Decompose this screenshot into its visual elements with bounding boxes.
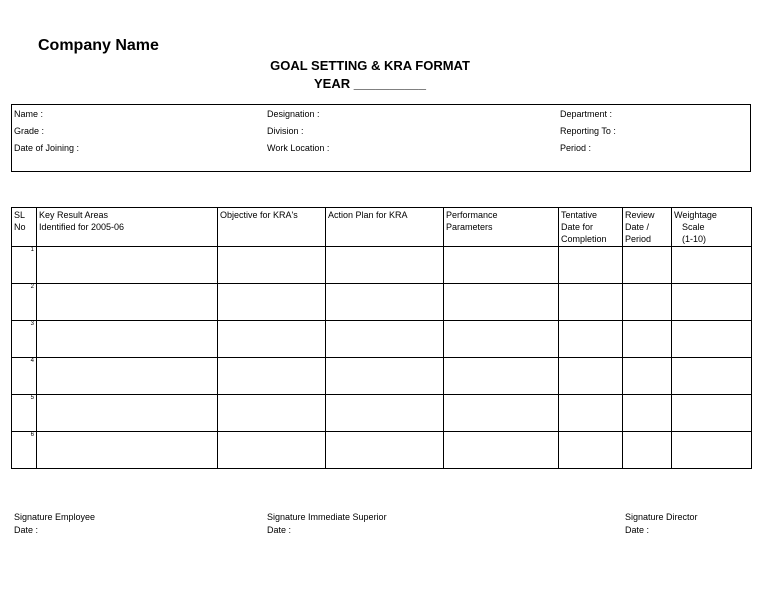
table-row <box>12 247 752 284</box>
kra-cell[interactable] <box>37 358 218 395</box>
action-plan-cell[interactable] <box>326 432 444 469</box>
weightage-cell[interactable] <box>672 247 752 284</box>
performance-cell[interactable] <box>444 358 559 395</box>
signature-immediate-superior: Signature Immediate Superior Date : <box>267 512 387 535</box>
action-plan-cell[interactable] <box>326 358 444 395</box>
review-date-cell[interactable] <box>623 432 672 469</box>
performance-cell[interactable] <box>444 247 559 284</box>
weightage-cell[interactable] <box>672 432 752 469</box>
row-number: 1 <box>12 247 37 284</box>
designation-label: Designation : <box>267 109 320 119</box>
table-row <box>12 284 752 321</box>
form-title: GOAL SETTING & KRA FORMAT <box>270 58 470 73</box>
division-label: Division : <box>267 126 304 136</box>
signature-employee: Signature Employee Date : <box>14 512 96 535</box>
weightage-cell[interactable] <box>672 395 752 432</box>
header-sl-no: SL No <box>12 208 37 247</box>
tentative-date-cell[interactable] <box>559 395 623 432</box>
tentative-date-cell[interactable] <box>559 358 623 395</box>
kra-cell[interactable] <box>37 284 218 321</box>
table-row <box>12 358 752 395</box>
action-plan-cell[interactable] <box>326 395 444 432</box>
header-weightage-scale: Weightage Scale (1-10) <box>672 208 752 247</box>
performance-cell[interactable] <box>444 321 559 358</box>
signature-director: Signature Director Date : <box>625 512 698 535</box>
table-row <box>12 321 752 358</box>
table-header-row <box>12 208 752 247</box>
performance-cell[interactable] <box>444 432 559 469</box>
signature-director-date: Date : <box>625 525 650 535</box>
weightage-cell[interactable] <box>672 284 752 321</box>
performance-cell[interactable] <box>444 284 559 321</box>
header-review-date: Review Date / Period <box>623 208 672 247</box>
objective-cell[interactable] <box>218 284 326 321</box>
tentative-date-cell[interactable] <box>559 321 623 358</box>
department-label: Department : <box>560 109 613 119</box>
form-year: YEAR __________ <box>313 76 427 91</box>
grade-label: Grade : <box>14 126 45 136</box>
work-location-label: Work Location : <box>267 143 330 153</box>
review-date-cell[interactable] <box>623 247 672 284</box>
review-date-cell[interactable] <box>623 284 672 321</box>
header-tentative-date: Tentative Date for Completion <box>559 208 623 247</box>
header-action-plan: Action Plan for KRA <box>326 208 444 247</box>
kra-cell[interactable] <box>37 395 218 432</box>
header-objective: Objective for KRA's <box>218 208 326 247</box>
tentative-date-cell[interactable] <box>559 432 623 469</box>
performance-cell[interactable] <box>444 395 559 432</box>
tentative-date-cell[interactable] <box>559 247 623 284</box>
review-date-cell[interactable] <box>623 395 672 432</box>
table-row <box>12 432 752 469</box>
signature-superior-date: Date : <box>267 525 292 535</box>
row-number: 2 <box>12 284 37 321</box>
action-plan-cell[interactable] <box>326 247 444 284</box>
header-performance-parameters: Performance Parameters <box>444 208 559 247</box>
weightage-cell[interactable] <box>672 321 752 358</box>
objective-cell[interactable] <box>218 321 326 358</box>
review-date-cell[interactable] <box>623 358 672 395</box>
row-number: 5 <box>12 395 37 432</box>
company-name: Company Name <box>38 37 159 54</box>
objective-cell[interactable] <box>218 395 326 432</box>
table-row <box>12 395 752 432</box>
period-label: Period : <box>560 143 592 153</box>
date-of-joining-label: Date of Joining : <box>14 143 80 153</box>
row-number: 6 <box>12 432 37 469</box>
objective-cell[interactable] <box>218 247 326 284</box>
name-label: Name : <box>14 109 44 119</box>
reporting-to-label: Reporting To : <box>560 126 616 136</box>
weightage-cell[interactable] <box>672 358 752 395</box>
action-plan-cell[interactable] <box>326 321 444 358</box>
kra-cell[interactable] <box>37 247 218 284</box>
row-number: 3 <box>12 321 37 358</box>
employee-info-box <box>11 104 751 172</box>
signature-employee-date: Date : <box>14 525 39 535</box>
tentative-date-cell[interactable] <box>559 284 623 321</box>
header-key-result-areas: Key Result Areas Identified for 2005-06 <box>37 208 218 247</box>
action-plan-cell[interactable] <box>326 284 444 321</box>
kra-cell[interactable] <box>37 321 218 358</box>
kra-table <box>11 207 752 469</box>
row-number: 4 <box>12 358 37 395</box>
kra-cell[interactable] <box>37 432 218 469</box>
objective-cell[interactable] <box>218 432 326 469</box>
objective-cell[interactable] <box>218 358 326 395</box>
review-date-cell[interactable] <box>623 321 672 358</box>
